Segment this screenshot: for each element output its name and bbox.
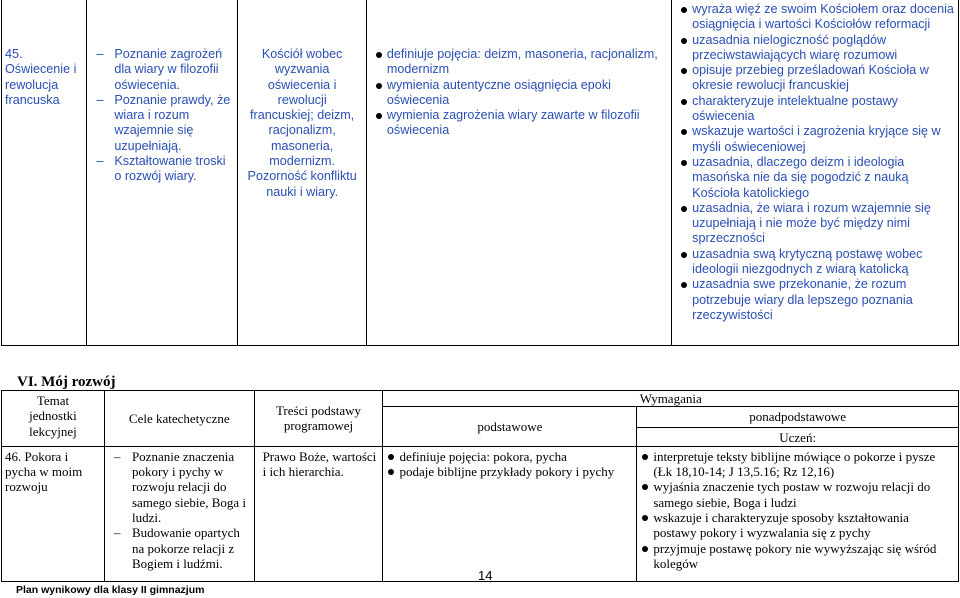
advanced-cell bbox=[637, 446, 959, 581]
lesson-45-table bbox=[1, 0, 959, 346]
header-goals-text: Cele katechetyczne bbox=[128, 410, 230, 426]
header-goals bbox=[104, 391, 254, 447]
goals-cell bbox=[87, 0, 238, 346]
header-content bbox=[254, 391, 383, 447]
header-topic bbox=[2, 391, 105, 447]
list-item: uzasadnia swą krytyczną postawę wobec ideologii niezgodnych z wiarą katolicką bbox=[681, 247, 955, 278]
list-item: przyjmuje postawę pokory nie wywyższając się wśród kolegów bbox=[642, 541, 955, 572]
lesson-46-table bbox=[1, 390, 959, 582]
list-item: opisuje przebieg prześladowań Kościoła w okresie rewolucji francuskiej bbox=[681, 63, 955, 94]
list-item: wymienia zagrożenia wiary zawarte w filozofii oświecenia bbox=[376, 108, 668, 139]
header-advanced-text: ponadpodstawowe bbox=[637, 407, 958, 427]
content-text: Kościół wobec wyzwania oświecenia i rewolucji francuskiej; deizm, racjonalizm, masoneria, modernizm. bbox=[250, 47, 355, 169]
header-student-text: Uczeń: bbox=[779, 429, 817, 445]
content-text: Prawo Boże, wartości i ich hierarchia. bbox=[262, 448, 377, 480]
header-requirements-text: Wymagania bbox=[639, 391, 702, 406]
list-item: uzasadnia, że wiara i rozum wzajemnie się uzupełniają i nie może być między nimi sprzeczności bbox=[681, 201, 955, 247]
advanced-list bbox=[640, 449, 955, 571]
section-title: VI. Mój rozwój bbox=[17, 374, 116, 390]
list-item: definiuje pojęcia: pokora, pycha bbox=[388, 449, 633, 464]
list-item: – Kształtowanie troski o rozwój wiary. bbox=[90, 154, 234, 185]
list-item: uzasadnia, dlaczego deizm i ideologia masońska nie da się pogodzić z nauką Kościoła katolickiego bbox=[681, 155, 955, 201]
list-item: charakteryzuje intelektualne postawy oświecenia bbox=[681, 94, 955, 125]
header-basic-text: podstawowe bbox=[477, 418, 543, 434]
list-item: – Poznanie znaczenia pokory i pychy w rozwoju relacji do samego siebie, Boga i ludzi. bbox=[108, 449, 251, 525]
content-cell bbox=[238, 0, 366, 346]
page-number: 14 bbox=[478, 568, 493, 583]
list-item: – Poznanie prawdy, że wiara i rozum wzajemnie się uzupełniają. bbox=[90, 93, 234, 154]
content-cell bbox=[254, 446, 383, 581]
basic-cell bbox=[383, 446, 637, 581]
list-item: podaje biblijne przykłady pokory i pychy bbox=[388, 464, 633, 479]
goals-list bbox=[108, 449, 251, 571]
table-row bbox=[2, 0, 959, 346]
table-row bbox=[2, 446, 959, 581]
list-item: wskazuje i charakteryzuje sposoby kształtowania postawy pokory i wyzwalania się z pychy bbox=[642, 510, 955, 541]
list-item: wymienia autentyczne osiągnięcia epoki oświecenia bbox=[376, 78, 668, 109]
list-item: definiuje pojęcia: deizm, masoneria, racjonalizm, modernizm bbox=[376, 47, 668, 78]
header-requirements bbox=[383, 391, 959, 407]
basic-list bbox=[370, 2, 668, 139]
basic-cell bbox=[366, 0, 671, 346]
header-basic bbox=[383, 407, 637, 447]
header-content-text: Treści podstawy programowej bbox=[275, 403, 362, 434]
basic-list bbox=[386, 449, 633, 480]
list-item: uzasadnia nielogiczność poglądów przeciwstawiających wiarę rozumowi bbox=[681, 33, 955, 64]
list-item: interpretuje teksty biblijne mówiące o pokorze i pysze (Łk 18,10-14; J 13,5.16; Rz 12,16) bbox=[642, 449, 955, 480]
topic-text: 45. Oświecenie i rewolucja francuska bbox=[5, 47, 77, 107]
list-item: – Poznanie zagrożeń dla wiary w filozofii oświecenia. bbox=[90, 47, 234, 93]
topic-cell bbox=[2, 0, 87, 346]
advanced-cell bbox=[672, 0, 959, 346]
list-item: wyraża więź ze swoim Kościołem oraz docenia osiągnięcia i wartości Kościołów reformacji bbox=[681, 2, 955, 33]
footer-caption: Plan wynikowy dla klasy II gimnazjum bbox=[16, 584, 205, 596]
header-row bbox=[2, 391, 959, 407]
list-item: uzasadnia swe przekonanie, że rozum potrzebuje wiary dla lepszego poznania rzeczywistości bbox=[681, 277, 955, 323]
list-item: wyjaśnia znaczenie tych postaw w rozwoju relacji do samego siebie, Boga i ludzi bbox=[642, 479, 955, 510]
header-topic-text: Temat jednostki lekcyjnej bbox=[29, 393, 77, 439]
topic-text: 46. Pokora i pycha w moim rozwoju bbox=[5, 448, 83, 495]
goals-cell bbox=[104, 446, 254, 581]
list-item: wskazuje wartości i zagrożenia kryjące się w myśli oświeceniowej bbox=[681, 124, 955, 155]
goals-list bbox=[90, 2, 234, 185]
header-advanced bbox=[637, 407, 959, 447]
content-tail: Pozorność konfliktu nauki i wiary. bbox=[247, 169, 357, 199]
list-item: – Budowanie opartych na pokorze relacji z Bogiem i ludźmi. bbox=[108, 525, 251, 571]
topic-cell bbox=[2, 446, 105, 581]
advanced-list bbox=[675, 2, 955, 323]
